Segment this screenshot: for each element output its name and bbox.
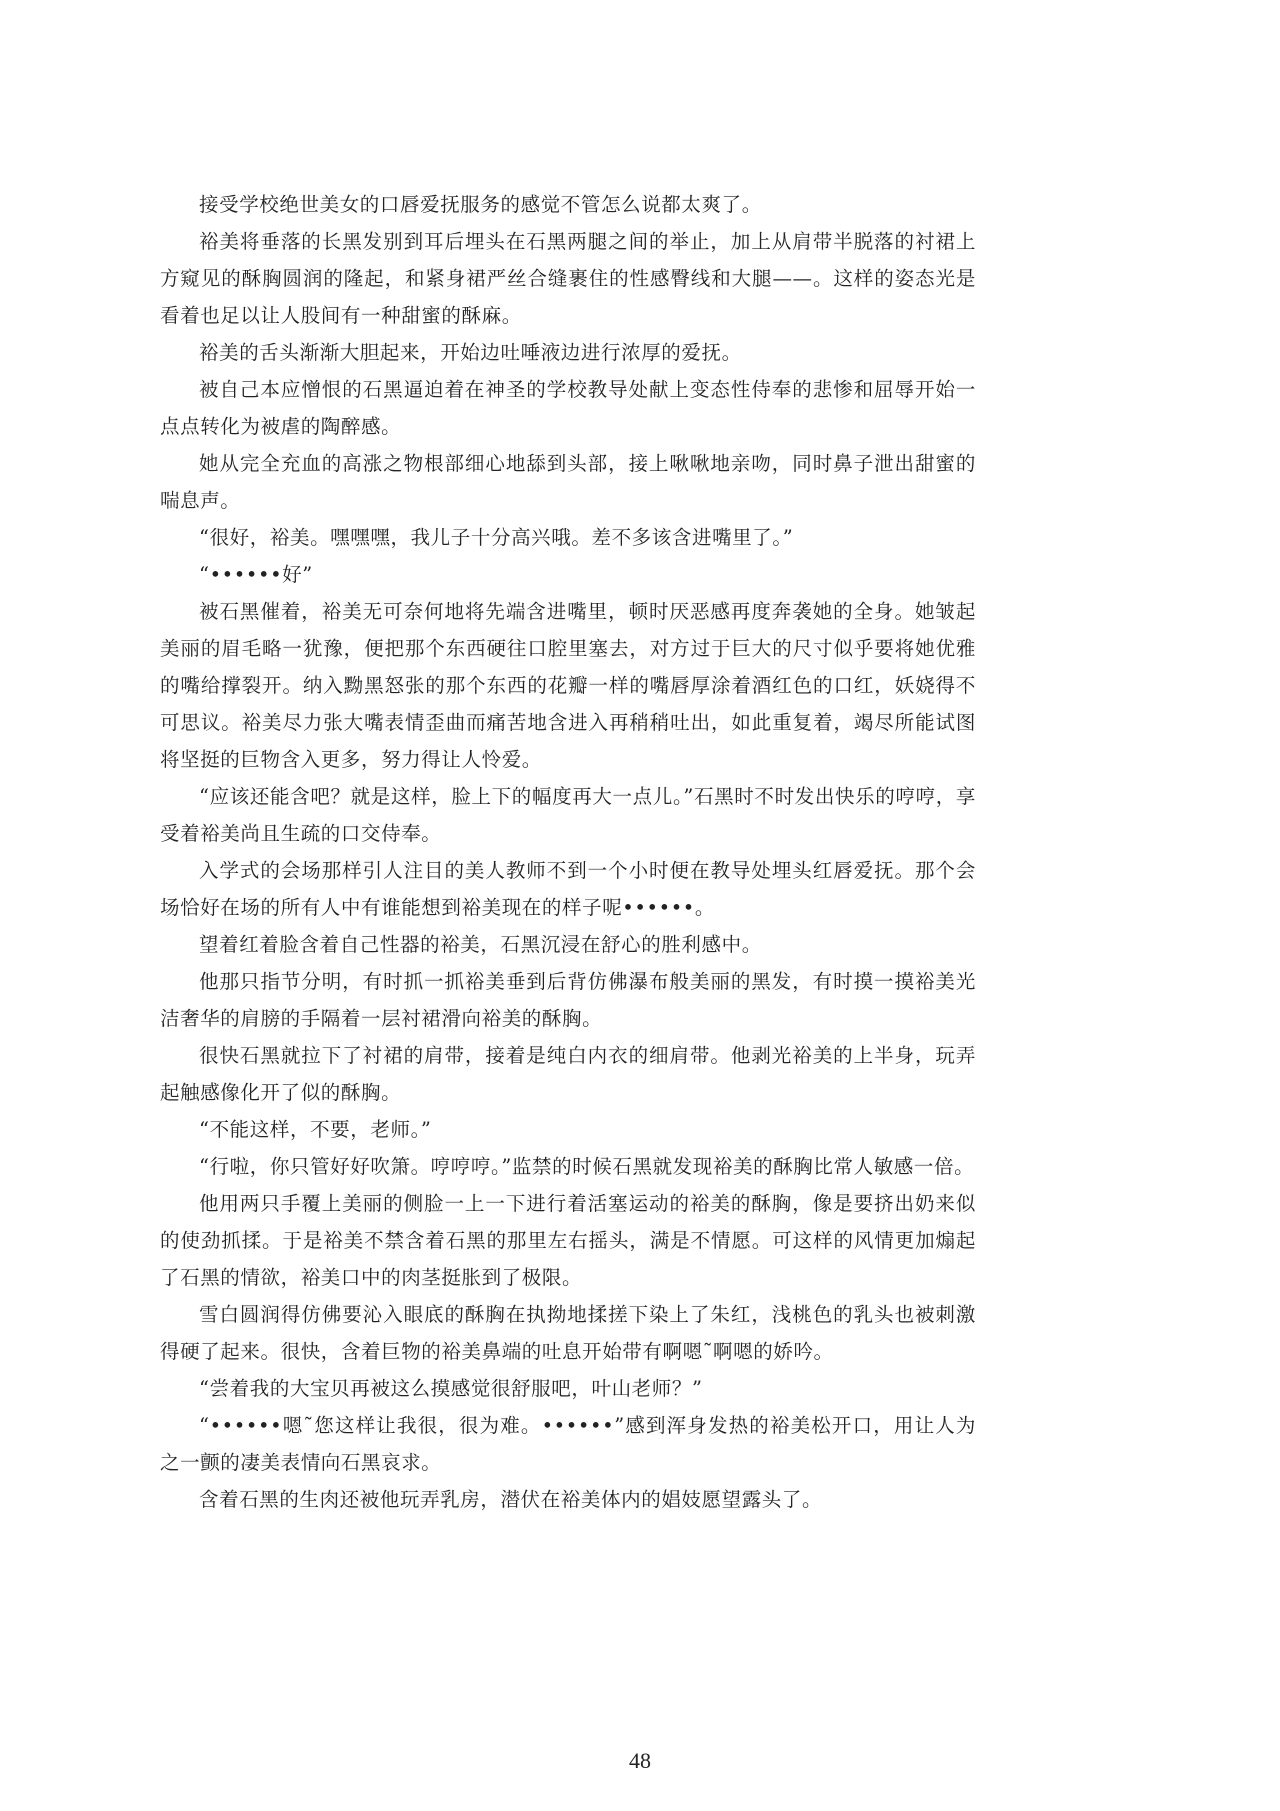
paragraph: 很快石黑就拉下了衬裙的肩带，接着是纯白内衣的细肩带。他剥光裕美的上半身，玩弄起触感像化开了似的酥胸。	[160, 1044, 976, 1104]
paragraph: “行啦，你只管好好吹箫。哼哼哼。”监禁的时候石黑就发现裕美的酥胸比常人敏感一倍。	[199, 1155, 975, 1178]
paragraph: 被自己本应憎恨的石黑逼迫着在神圣的学校教导处献上变态性侍奉的悲惨和屈辱开始一点点转化为被虐的陶醉感。	[160, 378, 976, 438]
paragraph: “很好，裕美。嘿嘿嘿，我儿子十分高兴哦。差不多该含进嘴里了。”	[199, 526, 794, 549]
paragraph: “••••••好”	[199, 563, 313, 586]
paragraph: “应该还能含吧？就是这样，脸上下的幅度再大一点儿。”石黑时不时发出快乐的哼哼，享受着裕美尚且生疏的口交侍奉。	[160, 785, 976, 845]
paragraph: 含着石黑的生肉还被他玩弄乳房，潜伏在裕美体内的娼妓愿望露头了。	[199, 1488, 823, 1511]
paragraph: 望着红着脸含着自己性器的裕美，石黑沉浸在舒心的胜利感中。	[199, 933, 762, 956]
paragraph: 裕美的舌头渐渐大胆起来，开始边吐唾液边进行浓厚的爱抚。	[199, 341, 742, 364]
paragraph: 被石黑催着，裕美无可奈何地将先端含进嘴里，顿时厌恶感再度奔袭她的全身。她皱起美丽的眉毛略一犹豫，便把那个东西硬往口腔里塞去，对方过于巨大的尺寸似乎要将她优雅的嘴给撑裂开。纳入黝黑怒张的那个东西的花瓣一样的嘴唇厚涂着酒红色的口红，妖娆得不可思议。裕美尽力张大嘴表情歪曲而痛苦地含进入再稍稍吐出，如此重复着，竭尽所能试图将坚挺的巨物含入更多，努力得让人怜爱。	[160, 600, 976, 771]
paragraph: 他用两只手覆上美丽的侧脸一上一下进行着活塞运动的裕美的酥胸，像是要挤出奶来似的使劲抓揉。于是裕美不禁含着石黑的那里左右摇头，满是不情愿。可这样的风情更加煽起了石黑的情欲，裕美口中的肉茎挺胀到了极限。	[160, 1192, 976, 1289]
paragraph: 入学式的会场那样引人注目的美人教师不到一个小时便在教导处埋头红唇爱抚。那个会场恰好在场的所有人中有谁能想到裕美现在的样子呢••••••。	[160, 859, 976, 919]
paragraph: “••••••嗯˜您这样让我很，很为难。••••••”感到浑身发热的裕美松开口，用让人为之一颤的凄美表情向石黑哀求。	[160, 1414, 976, 1474]
paragraph: “尝着我的大宝贝再被这么摸感觉很舒服吧，叶山老师？”	[199, 1377, 703, 1400]
body-text	[160, 186, 976, 1518]
paragraph: 雪白圆润得仿佛要沁入眼底的酥胸在执拗地揉搓下染上了朱红，浅桃色的乳头也被刺激得硬了起来。很快，含着巨物的裕美鼻端的吐息开始带有啊嗯˜啊嗯的娇吟。	[160, 1303, 976, 1363]
page-number: 48	[629, 1748, 651, 1773]
paragraph: 他那只指节分明，有时抓一抓裕美垂到后背仿佛瀑布般美丽的黑发，有时摸一摸裕美光洁奢华的肩膀的手隔着一层衬裙滑向裕美的酥胸。	[160, 970, 976, 1030]
paragraph: 她从完全充血的高涨之物根部细心地舔到头部，接上啾啾地亲吻，同时鼻子泄出甜蜜的喘息声。	[160, 452, 976, 512]
paragraph: “不能这样，不要，老师。”	[199, 1118, 432, 1141]
paragraph: 裕美将垂落的长黑发别到耳后埋头在石黑两腿之间的举止，加上从肩带半脱落的衬裙上方窥见的酥胸圆润的隆起，和紧身裙严丝合缝裹住的性感臀线和大腿——。这样的姿态光是看着也足以让人股间有一种甜蜜的酥麻。	[160, 230, 976, 327]
paragraph: 接受学校绝世美女的口唇爱抚服务的感觉不管怎么说都太爽了。	[199, 193, 762, 216]
